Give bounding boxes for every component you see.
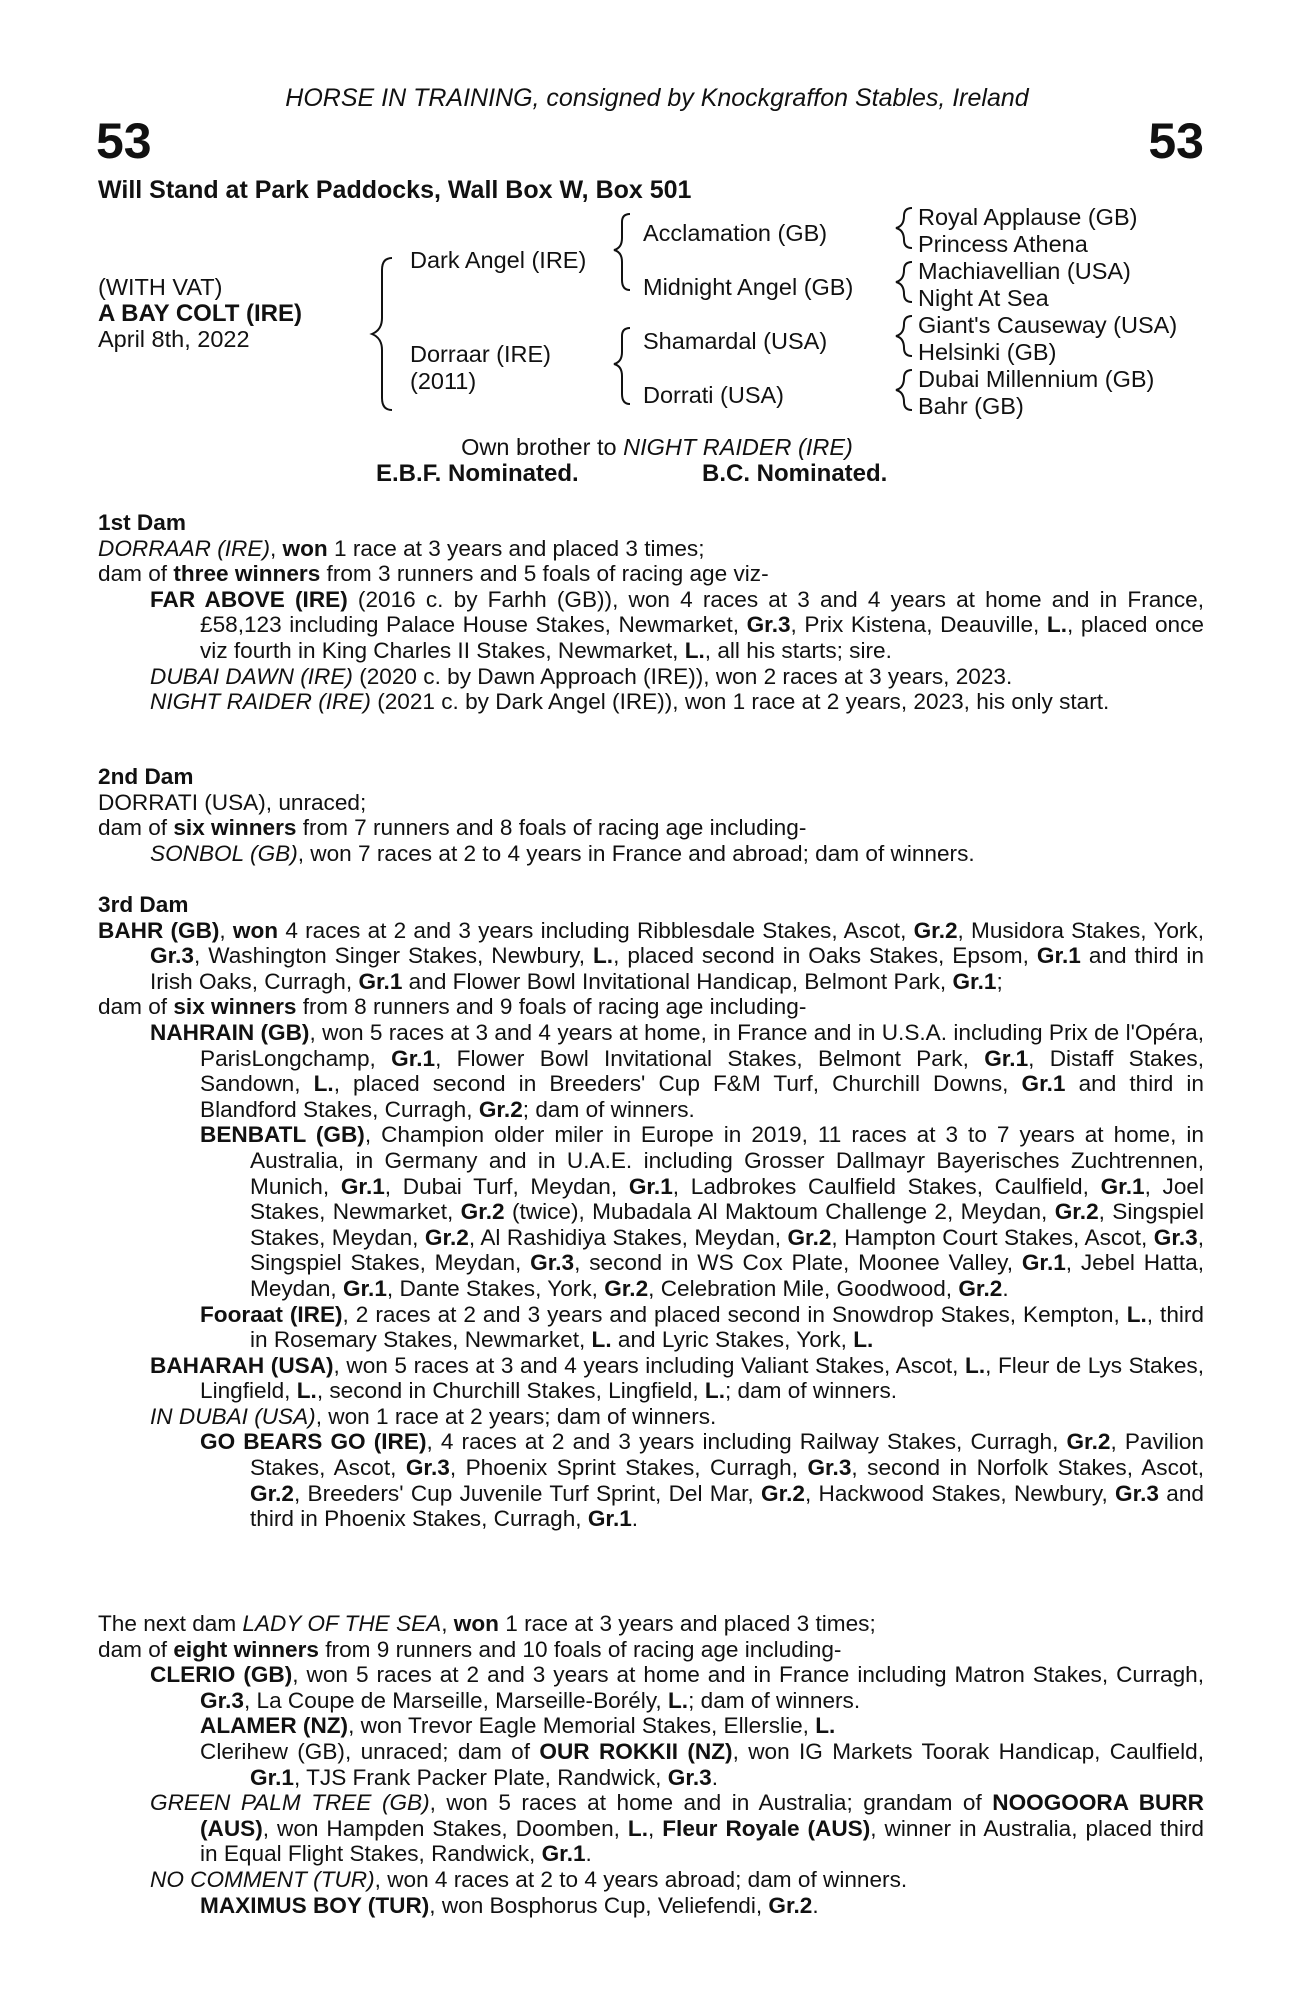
third-dam-line: BAHR (GB), won 4 races at 2 and 3 years including Ribblesdale Stakes, Ascot, Gr.2, Musidora Stakes, York, Gr.3, Washington Singer Stakes, Newbury, L., placed second in Oaks Stakes, Epsom, Gr.1 and third in Irish Oaks, Curragh, Gr.1 and Flower Bowl Invitational Handicap, Belmont Park, Gr.1; [98,917,1204,994]
stand-location: Will Stand at Park Paddocks, Wall Box W, Box 501 [98,176,692,204]
next-dam-line: The next dam LADY OF THE SEA, won 1 race at 3 years and placed 3 times; [98,1611,876,1636]
produce-sonbol: SONBOL (GB), won 7 races at 2 to 4 years in France and abroad; dam of winners. [150,840,975,866]
second-dam-section [98,764,1204,866]
produce-no-comment: NO COMMENT (TUR), won 4 races at 2 to 4 years abroad; dam of winners. [150,1866,908,1892]
pedigree-sds: Machiavellian (USA) [918,258,1131,284]
lot-number-right: 53 [1148,113,1204,169]
produce-benbatl: BENBATL (GB), Champion older miler in Europe in 2019, 11 races at 3 to 7 years at home, in Australia, in Germany and in U.A.E. including Grosser Dallmayr Bayerisches Zuchtrennen, Munich, Gr.1, Dubai Turf, Meydan, Gr.1, Ladbrokes Caulfield Stakes, Caulfield, Gr.1, Joel Stakes, Newmarket, Gr.2 (twice), Mubadala Al Maktoum Challenge 2, Meydan, Gr.2, Singspiel Stakes, Meydan, Gr.2, Al Rashidiya Stakes, Meydan, Gr.2, Hampton Court Stakes, Ascot, Gr.3, Singspiel Stakes, Meydan, Gr.3, second in WS Cox Plate, Moonee Valley, Gr.1, Jebel Hatta, Meydan, Gr.1, Dante Stakes, York, Gr.2, Celebration Mile, Goodwood, Gr.2. [200,1122,1204,1301]
bc-nominated: B.C. Nominated. [702,460,888,487]
horse-dob: April 8th, 2022 [98,326,250,352]
produce-far-above: FAR ABOVE (IRE) (2016 c. by Farhh (GB)), won 4 races at 3 and 4 years at home and in France, £58,123 including Palace House Stakes, Newmarket, Gr.3, Prix Kistena, Deauville, L., placed once viz fourth in King Charles II Stakes, Newmarket, L., all his starts; sire. [150,586,1204,663]
produce-night-raider: NIGHT RAIDER (IRE) (2021 c. by Dark Angel (IRE)), won 1 race at 2 years, 2023, his only start. [150,689,1110,715]
ebf-nominated: E.B.F. Nominated. [376,460,579,487]
third-dam-section [98,892,1204,1532]
pedigree-ssd: Princess Athena [918,231,1088,257]
first-dam-heading: 1st Dam [98,510,186,535]
produce-green-palm-tree: GREEN PALM TREE (GB), won 5 races at home and in Australia; grandam of NOOGOORA BURR (AUS), won Hampden Stakes, Doomben, L., Fleur Royale (AUS), winner in Australia, placed third in Equal Flight Stakes, Randwick, Gr.1. [150,1790,1204,1867]
first-dam-produce: dam of three winners from 3 runners and 5 foals of racing age viz- [98,561,769,587]
produce-baharah: BAHARAH (USA), won 5 races at 3 and 4 years including Valiant Stakes, Ascot, L., Fleur de Lys Stakes, Lingfield, L., second in Churchill Stakes, Lingfield, L.; dam of winners. [150,1352,1204,1404]
consignor-line: HORSE IN TRAINING, consigned by Knockgraffon Stables, Ireland [285,84,1029,112]
horse-name: A BAY COLT (IRE) [98,300,303,327]
pedigree-sss: Royal Applause (GB) [918,204,1138,230]
own-brother-name: NIGHT RAIDER (IRE) [623,434,853,460]
second-dam-line: DORRATI (USA), unraced; [98,789,367,815]
produce-alamer: ALAMER (NZ), won Trevor Eagle Memorial Stakes, Ellerslie, L. [200,1713,836,1739]
pedigree-dds: Dubai Millennium (GB) [918,366,1155,392]
pedigree-dam: Dorraar (IRE) [410,341,552,367]
pedigree-sire: Dark Angel (IRE) [410,247,587,273]
pedigree-dsd: Helsinki (GB) [918,339,1057,365]
second-dam-heading: 2nd Dam [98,764,194,789]
pedigree-dss: Giant's Causeway (USA) [918,312,1178,338]
own-brother-note [0,434,1314,461]
third-dam-produce: dam of six winners from 8 runners and 9 foals of racing age including- [98,994,807,1020]
produce-dubai-dawn: DUBAI DAWN (IRE) (2020 c. by Dawn Approach (IRE)), won 2 races at 3 years, 2023. [150,663,1013,689]
next-dam-produce: dam of eight winners from 9 runners and 10 foals of racing age including- [98,1636,842,1662]
produce-maximus-boy: MAXIMUS BOY (TUR), won Bosphorus Cup, Veliefendi, Gr.2. [200,1892,819,1918]
produce-clerihew: Clerihew (GB), unraced; dam of OUR ROKKII (NZ), won IG Markets Toorak Handicap, Caulfield, Gr.1, TJS Frank Packer Plate, Randwick, Gr.3. [200,1738,1204,1790]
pedigree-dam-dam: Dorrati (USA) [643,382,785,408]
produce-go-bears-go: GO BEARS GO (IRE), 4 races at 2 and 3 years including Railway Stakes, Curragh, Gr.2, Pavilion Stakes, Ascot, Gr.3, Phoenix Sprint Stakes, Curragh, Gr.3, second in Norfolk Stakes, Ascot, Gr.2, Breeders' Cup Juvenile Turf Sprint, Del Mar, Gr.2, Hackwood Stakes, Newbury, Gr.3 and third in Phoenix Stakes, Curragh, Gr.1. [200,1429,1204,1532]
first-dam-section [98,510,1204,715]
next-dam-section [98,1611,1204,1918]
own-brother-prefix: Own brother to [461,434,624,460]
pedigree-ddd: Bahr (GB) [918,393,1024,419]
produce-fooraat: Fooraat (IRE), 2 races at 2 and 3 years and placed second in Snowdrop Stakes, Kempton, L., third in Rosemary Stakes, Newmarket, L. and Lyric Stakes, York, L. [200,1301,1205,1353]
pedigree-dam-sire: Shamardal (USA) [643,328,828,354]
lot-number-left: 53 [96,113,152,169]
produce-nahrain: NAHRAIN (GB), won 5 races at 3 and 4 years at home, in France and in U.S.A. including Prix de l'Opéra, ParisLongchamp, Gr.1, Flower Bowl Invitational Stakes, Belmont Park, Gr.1, Distaff Stakes, Sandown, L., placed second in Breeders' Cup F&M Turf, Churchill Downs, Gr.1 and third in Blandford Stakes, Curragh, Gr.2; dam of winners. [150,1019,1204,1122]
vat-label: (WITH VAT) [98,274,223,300]
pedigree-dam-year: (2011) [410,368,477,394]
third-dam-heading: 3rd Dam [98,892,189,917]
first-dam-line: DORRAAR (IRE), won 1 race at 3 years and placed 3 times; [98,535,705,561]
pedigree-sire-sire: Acclamation (GB) [643,220,828,246]
pedigree-sdd: Night At Sea [918,285,1049,311]
produce-in-dubai: IN DUBAI (USA), won 1 race at 2 years; dam of winners. [150,1403,717,1429]
pedigree-sire-dam: Midnight Angel (GB) [643,274,854,300]
produce-clerio: CLERIO (GB), won 5 races at 2 and 3 years at home and in France including Matron Stakes, Curragh, Gr.3, La Coupe de Marseille, Marseille-Borély, L.; dam of winners. [150,1662,1205,1713]
second-dam-produce: dam of six winners from 7 runners and 8 foals of racing age including- [98,815,807,841]
